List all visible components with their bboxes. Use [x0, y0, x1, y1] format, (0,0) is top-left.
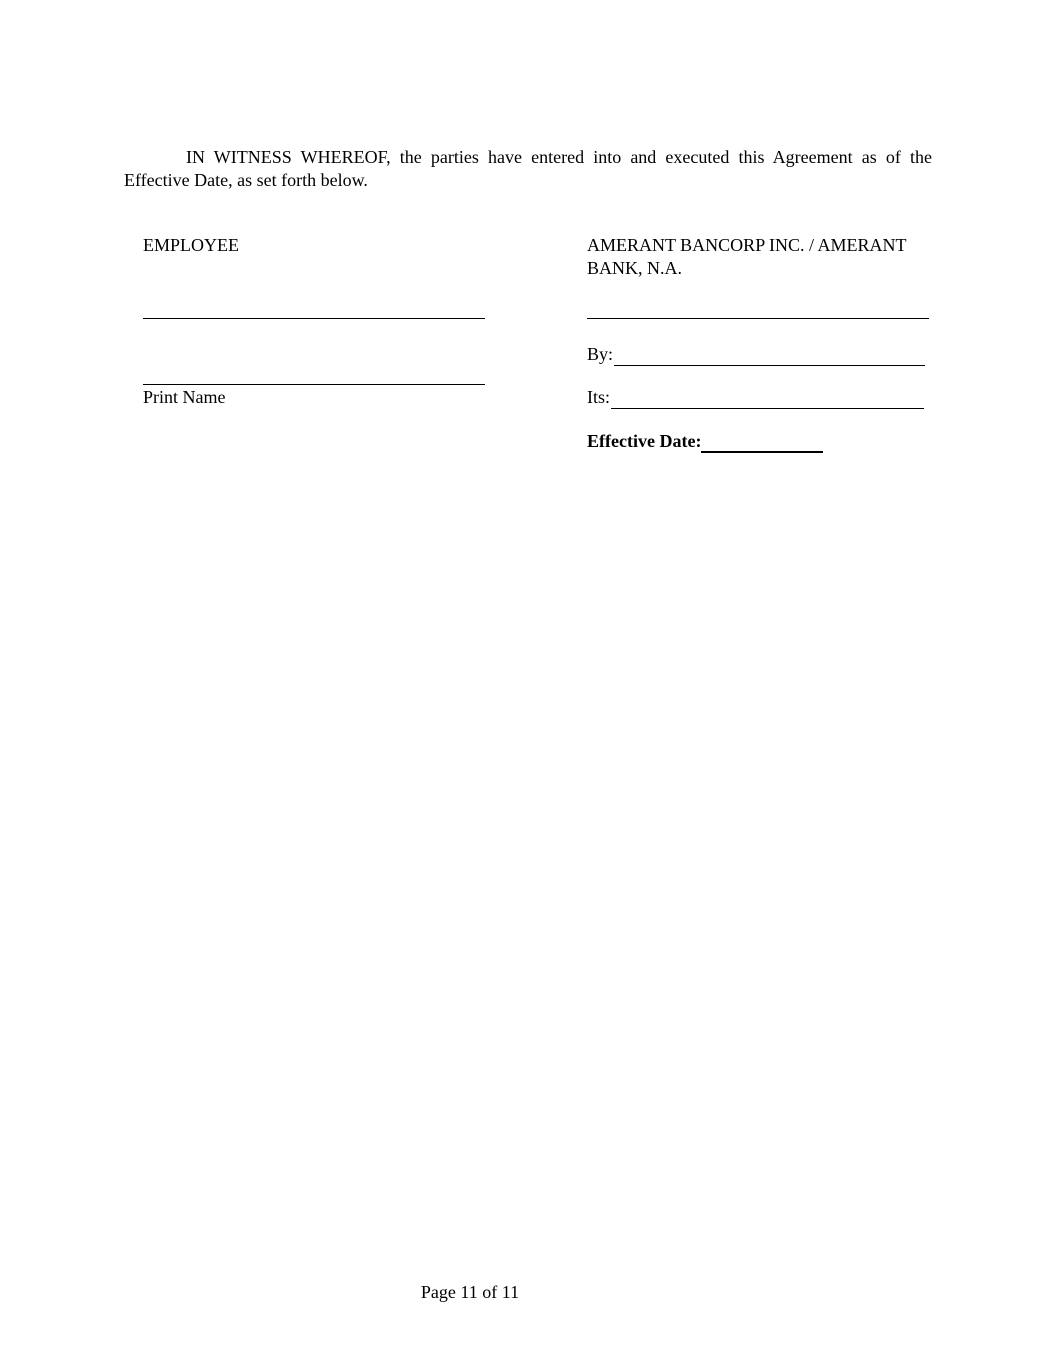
- its-fill-line[interactable]: [611, 390, 924, 409]
- effective-date-field[interactable]: [587, 430, 823, 453]
- effective-date-label: Effective Date:: [587, 431, 702, 451]
- witness-paragraph: IN WITNESS WHEREOF, the parties have entered into and executed this Agreement as of the Effective Date, as set forth below.: [124, 147, 932, 190]
- company-signature-line[interactable]: [587, 318, 929, 319]
- by-field[interactable]: [587, 343, 925, 366]
- page-number: Page 11 of 11: [420, 1282, 520, 1302]
- by-label: By:: [587, 344, 614, 364]
- employee-print-name-line[interactable]: [143, 384, 485, 385]
- its-field[interactable]: [587, 386, 924, 409]
- employee-signature-line[interactable]: [143, 318, 485, 319]
- employee-heading: EMPLOYEE: [143, 235, 239, 255]
- its-label: Its:: [587, 387, 611, 407]
- effective-date-fill-line[interactable]: [701, 433, 823, 453]
- by-fill-line[interactable]: [614, 347, 925, 366]
- company-heading: AMERANT BANCORP INC. / AMERANT BANK, N.A.: [587, 235, 907, 278]
- print-name-label: Print Name: [143, 387, 226, 407]
